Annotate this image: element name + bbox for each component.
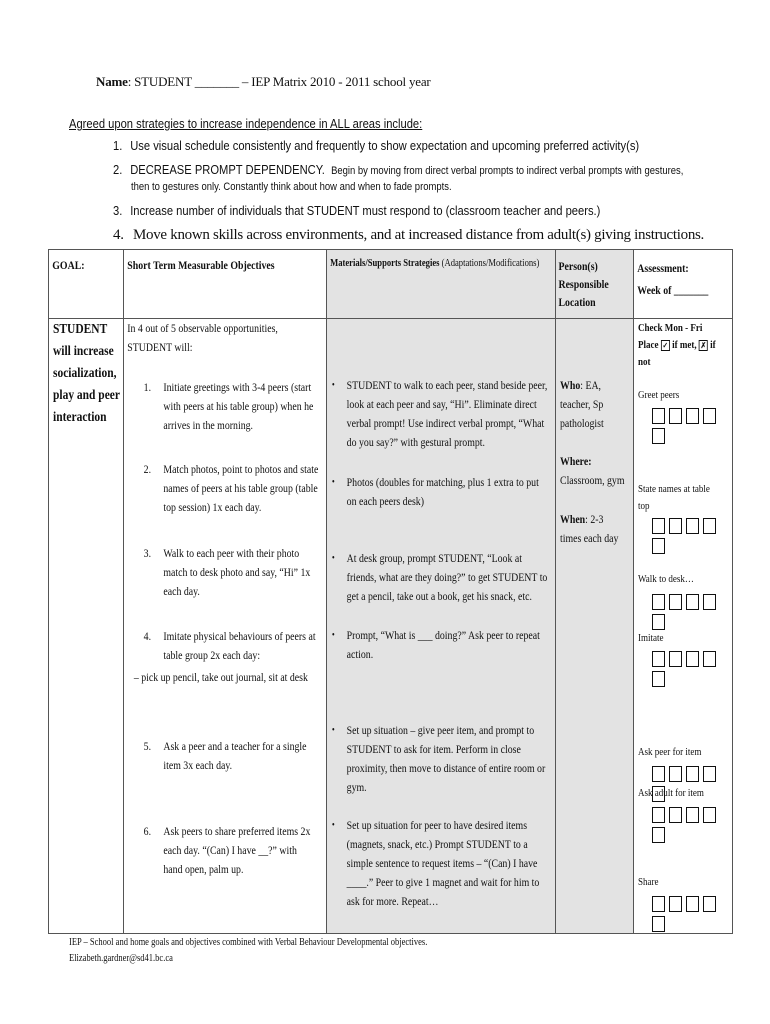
table-body-row bbox=[49, 319, 733, 934]
objective-6: 6. Ask peers to share preferred items 2x each day. “(Can) I have __?” with hand open, palm up. bbox=[143, 824, 311, 876]
day-checkbox[interactable] bbox=[652, 916, 665, 932]
assessment-cell bbox=[634, 319, 733, 934]
checkbox-row-ask-peer bbox=[652, 766, 732, 806]
assess-label-ask-peer: Ask peer for item bbox=[638, 746, 702, 758]
day-checkbox[interactable] bbox=[703, 766, 716, 782]
objective-1: 1. Initiate greetings with 3-4 peers (start with peers at his table group) when he arrives in the morning. bbox=[143, 380, 314, 432]
assess-label-share: Share bbox=[638, 876, 659, 888]
goal-text: STUDENT will increase socialization, play and peer interaction bbox=[53, 322, 120, 425]
day-checkbox[interactable] bbox=[703, 651, 716, 667]
objectives-header: Short Term Measurable Objectives bbox=[124, 250, 327, 319]
strategy-item-3: 3. Increase number of individuals that STUDENT must respond to (classroom teacher and peers.) bbox=[113, 203, 601, 218]
day-checkbox[interactable] bbox=[686, 896, 699, 912]
day-checkbox[interactable] bbox=[652, 614, 665, 630]
day-checkbox[interactable] bbox=[703, 594, 716, 610]
check-instructions: Check Mon - Fri Place ✓ if met, ✗ if not bbox=[638, 322, 716, 368]
iep-matrix-table bbox=[48, 249, 733, 934]
day-checkbox[interactable] bbox=[669, 594, 682, 610]
assessment-header: Assessment: Week of _______ bbox=[634, 250, 733, 319]
goal-header: GOAL: bbox=[49, 250, 124, 319]
day-checkbox[interactable] bbox=[686, 594, 699, 610]
checkbox-row-walk bbox=[652, 594, 732, 634]
day-checkbox[interactable] bbox=[652, 594, 665, 610]
strategy-item-1: 1. Use visual schedule consistently and frequently to show expectation and upcoming preferred activity(s) bbox=[113, 138, 640, 153]
material-4: • Prompt, “What is ___ doing?” Ask peer to repeat action. bbox=[331, 628, 540, 661]
strategy-item-4: 4. Move known skills across environments, and at increased distance from adult(s) giving instructions. bbox=[113, 227, 705, 243]
assess-label-greet: Greet peers bbox=[638, 389, 680, 401]
objectives-intro: In 4 out of 5 observable opportunities, STUDENT will: bbox=[127, 321, 278, 354]
checkmark-icon: ✓ bbox=[662, 340, 669, 350]
objective-4: 4. Imitate physical behaviours of peers at table group 2x each day: bbox=[143, 629, 316, 662]
assess-label-ask-adult: Ask adult for item bbox=[638, 787, 704, 799]
material-5: • Set up situation – give peer item, and prompt to STUDENT to ask for item. Perform in close proximity, then move to distance of entire room or gym. bbox=[331, 723, 546, 794]
name-rest: : STUDENT _______ – IEP Matrix 2010 - 2011 school year bbox=[127, 74, 431, 89]
material-3: • At desk group, prompt STUDENT, “Look at friends, what are they doing?” to get STUDENT to get a pencil, take out a book, get his snack, etc. bbox=[331, 551, 548, 603]
day-checkbox[interactable] bbox=[652, 518, 665, 534]
cross-icon: ✗ bbox=[700, 340, 707, 350]
day-checkbox[interactable] bbox=[652, 827, 665, 843]
assess-label-imitate: Imitate bbox=[638, 632, 664, 644]
name-label: Name bbox=[96, 74, 128, 89]
table-header-row bbox=[49, 250, 733, 319]
day-checkbox[interactable] bbox=[652, 896, 665, 912]
day-checkbox[interactable] bbox=[652, 408, 665, 424]
checkbox-row-share bbox=[652, 896, 732, 936]
person-when: When: 2-3 times each day bbox=[560, 512, 619, 545]
document-title bbox=[96, 74, 431, 90]
day-checkbox[interactable] bbox=[703, 896, 716, 912]
person-who: Who: EA, teacher, Sp pathologist bbox=[560, 378, 604, 430]
day-checkbox[interactable] bbox=[652, 671, 665, 687]
material-6: • Set up situation for peer to have desired items (magnets, snack, etc.) Prompt STUDENT to a simple sentence to request items – “(Can) I have ____.” Peer to give 1 magnet and wait for him to ask for more. Repeat… bbox=[331, 818, 540, 908]
day-checkbox[interactable] bbox=[703, 408, 716, 424]
checkbox-row-ask-adult bbox=[652, 807, 732, 847]
day-checkbox[interactable] bbox=[686, 518, 699, 534]
day-checkbox[interactable] bbox=[686, 807, 699, 823]
day-checkbox[interactable] bbox=[669, 766, 682, 782]
day-checkbox[interactable] bbox=[669, 518, 682, 534]
day-checkbox[interactable] bbox=[652, 538, 665, 554]
day-checkbox[interactable] bbox=[652, 428, 665, 444]
material-2: • Photos (doubles for matching, plus 1 extra to put on each peers desk) bbox=[331, 475, 539, 508]
day-checkbox[interactable] bbox=[686, 766, 699, 782]
objectives-cell bbox=[124, 319, 327, 934]
objective-5: 5. Ask a peer and a teacher for a single item 3x each day. bbox=[143, 739, 307, 772]
day-checkbox[interactable] bbox=[686, 408, 699, 424]
person-cell bbox=[556, 319, 634, 934]
day-checkbox[interactable] bbox=[652, 651, 665, 667]
day-checkbox[interactable] bbox=[686, 651, 699, 667]
person-header: Person(s) Responsible Location bbox=[556, 250, 634, 319]
material-1: • STUDENT to walk to each peer, stand beside peer, look at each peer and say, “Hi”. Eliminate direct verbal prompt! Use indirect verbal prompt, “What do you say?” with gestural prompt. bbox=[331, 378, 548, 449]
checkbox-row-state-names bbox=[652, 518, 732, 558]
day-checkbox[interactable] bbox=[669, 896, 682, 912]
strategy-item-2: 2. DECREASE PROMPT DEPENDENCY. Begin by moving from direct verbal prompts to indirect verbal prompts with gestures, bbox=[113, 162, 684, 177]
day-checkbox[interactable] bbox=[703, 518, 716, 534]
footer-email: Elizabeth.gardner@sd41.bc.ca bbox=[69, 953, 173, 964]
day-checkbox[interactable] bbox=[669, 651, 682, 667]
strategies-heading: Agreed upon strategies to increase independence in ALL areas include: bbox=[69, 116, 423, 131]
footer-note: IEP – School and home goals and objectives combined with Verbal Behaviour Developmental objectives. bbox=[69, 937, 428, 948]
person-where: Where: Classroom, gym bbox=[560, 454, 625, 487]
objective-3: 3. Walk to each peer with their photo match to desk photo and say, “Hi” 1x each day. bbox=[143, 546, 311, 598]
day-checkbox[interactable] bbox=[652, 807, 665, 823]
objective-4-extra: – pick up pencil, take out journal, sit at desk bbox=[133, 670, 308, 684]
day-checkbox[interactable] bbox=[652, 766, 665, 782]
assess-label-walk: Walk to desk… bbox=[638, 573, 694, 585]
checkbox-row-imitate bbox=[652, 651, 732, 691]
goal-cell bbox=[49, 319, 124, 934]
materials-header: Materials/Supports Strategies (Adaptations/Modifications) bbox=[327, 250, 556, 319]
day-checkbox[interactable] bbox=[703, 807, 716, 823]
assess-label-state-names: State names at table top bbox=[638, 483, 710, 512]
day-checkbox[interactable] bbox=[669, 807, 682, 823]
materials-cell bbox=[327, 319, 556, 934]
strategy-item-2-line2: then to gestures only. Constantly think about how and when to fade prompts. bbox=[131, 181, 452, 193]
day-checkbox[interactable] bbox=[669, 408, 682, 424]
checkbox-row-greet bbox=[652, 408, 732, 448]
objective-2: 2. Match photos, point to photos and state names of peers at his table group (table top session) 1x each day. bbox=[143, 462, 319, 514]
